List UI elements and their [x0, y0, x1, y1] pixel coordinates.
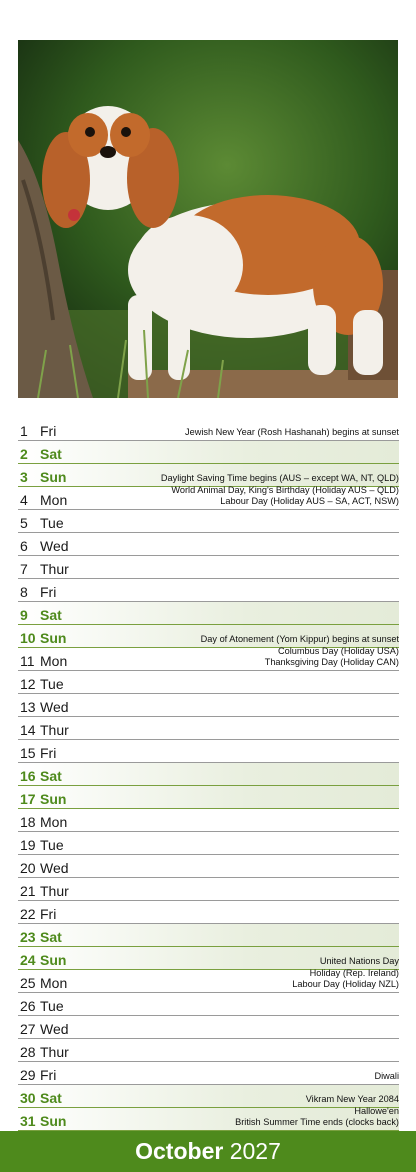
day-row: [18, 901, 399, 924]
day-row: [18, 832, 399, 855]
day-name: Sun: [40, 630, 67, 646]
day-row: [18, 763, 399, 786]
day-number: 30: [20, 1090, 36, 1106]
day-row: [18, 579, 399, 602]
day-name: Wed: [40, 860, 69, 876]
day-number: 13: [20, 699, 36, 715]
event-text: Diwali: [374, 1071, 399, 1081]
day-row: [18, 671, 399, 694]
event-text: Labour Day (Holiday AUS – SA, ACT, NSW): [220, 496, 399, 506]
day-name: Sat: [40, 768, 62, 784]
event-text: United Nations Day: [319, 956, 399, 966]
day-events: [235, 1106, 399, 1128]
day-name: Tue: [40, 515, 64, 531]
day-name: Wed: [40, 538, 69, 554]
day-number: 16: [20, 768, 36, 784]
event-text: Labour Day (Holiday NZL): [292, 979, 399, 989]
day-number: 7: [20, 561, 28, 577]
day-name: Mon: [40, 814, 68, 830]
day-events: [292, 968, 399, 990]
day-name: Thur: [40, 883, 69, 899]
event-text: Jewish New Year (Rosh Hashanah) begins at sunset: [185, 427, 399, 437]
day-number: 9: [20, 607, 28, 623]
day-number: 4: [20, 492, 28, 508]
day-events: [171, 485, 399, 507]
event-text: Vikram New Year 2084: [305, 1094, 399, 1104]
day-name: Sat: [40, 1090, 62, 1106]
year-label: 2027: [229, 1138, 281, 1164]
event-text: Daylight Saving Time begins (AUS – except WA, NT, QLD): [160, 473, 399, 483]
day-events: [161, 473, 399, 484]
day-name: Sun: [40, 1113, 67, 1129]
day-number: 22: [20, 906, 36, 922]
day-number: 29: [20, 1067, 36, 1083]
day-row: [18, 418, 399, 441]
day-name: Fri: [40, 1067, 57, 1083]
day-row: [18, 1062, 399, 1085]
day-name: Sat: [40, 446, 62, 462]
day-number: 27: [20, 1021, 36, 1037]
day-number: 24: [20, 952, 36, 968]
day-name: Fri: [40, 906, 57, 922]
day-row: [18, 786, 399, 809]
cavalier-king-charles-spaniel-photo-icon: [18, 40, 398, 398]
event-text: Columbus Day (Holiday USA): [277, 646, 399, 656]
day-number: 28: [20, 1044, 36, 1060]
calendar-days-list: [18, 418, 399, 1131]
day-name: Mon: [40, 492, 68, 508]
event-text: World Animal Day, King's Birthday (Holiday AUS – QLD): [171, 485, 399, 495]
day-row: [18, 533, 399, 556]
day-name: Sat: [40, 607, 62, 623]
day-name: Tue: [40, 676, 64, 692]
day-row: [18, 1016, 399, 1039]
day-number: 15: [20, 745, 36, 761]
day-row: [18, 1085, 399, 1108]
day-row: [18, 1039, 399, 1062]
day-row: [18, 1108, 399, 1131]
event-text: Thanksgiving Day (Holiday CAN): [264, 657, 399, 667]
day-number: 14: [20, 722, 36, 738]
day-name: Fri: [40, 584, 57, 600]
day-number: 8: [20, 584, 28, 600]
day-name: Thur: [40, 1044, 69, 1060]
day-number: 11: [20, 653, 35, 669]
day-row: [18, 625, 399, 648]
day-number: 12: [20, 676, 36, 692]
event-text: Holiday (Rep. Ireland): [309, 968, 399, 978]
day-row: [18, 947, 399, 970]
day-number: 6: [20, 538, 28, 554]
day-row: [18, 970, 399, 993]
day-row: [18, 487, 399, 510]
month-footer: [0, 1131, 416, 1172]
day-name: Tue: [40, 837, 64, 853]
day-number: 2: [20, 446, 28, 462]
day-number: 1: [20, 423, 28, 439]
event-text: British Summer Time ends (clocks back): [235, 1117, 399, 1127]
day-row: [18, 648, 399, 671]
day-row: [18, 878, 399, 901]
day-number: 5: [20, 515, 28, 531]
day-name: Mon: [40, 653, 68, 669]
event-text: Day of Atonement (Yom Kippur) begins at sunset: [200, 634, 399, 644]
day-row: [18, 924, 399, 947]
day-events: [265, 646, 399, 668]
day-row: [18, 993, 399, 1016]
day-events: [306, 1094, 399, 1105]
day-row: [18, 464, 399, 487]
day-row: [18, 855, 399, 878]
day-number: 25: [20, 975, 36, 991]
day-name: Fri: [40, 423, 57, 439]
day-number: 21: [20, 883, 36, 899]
day-name: Sun: [40, 952, 67, 968]
day-number: 10: [20, 630, 36, 646]
day-row: [18, 717, 399, 740]
month-label: October: [135, 1138, 224, 1164]
day-row: [18, 694, 399, 717]
day-number: 18: [20, 814, 36, 830]
day-row: [18, 556, 399, 579]
day-number: 19: [20, 837, 36, 853]
day-events: [320, 956, 399, 967]
day-number: 26: [20, 998, 36, 1014]
day-events: [374, 1071, 399, 1082]
day-name: Wed: [40, 1021, 69, 1037]
day-row: [18, 602, 399, 625]
day-number: 31: [20, 1113, 36, 1129]
day-name: Wed: [40, 699, 69, 715]
day-number: 20: [20, 860, 36, 876]
event-text: Hallowe'en: [354, 1106, 399, 1116]
day-number: 23: [20, 929, 36, 945]
day-row: [18, 441, 399, 464]
day-name: Fri: [40, 745, 57, 761]
day-name: Sun: [40, 469, 67, 485]
day-row: [18, 510, 399, 533]
day-name: Thur: [40, 561, 69, 577]
day-name: Sun: [40, 791, 67, 807]
day-number: 17: [20, 791, 36, 807]
day-events: [185, 427, 399, 438]
day-name: Thur: [40, 722, 69, 738]
day-name: Tue: [40, 998, 64, 1014]
day-number: 3: [20, 469, 28, 485]
day-name: Sat: [40, 929, 62, 945]
day-events: [201, 634, 399, 645]
day-row: [18, 740, 399, 763]
day-name: Mon: [40, 975, 68, 991]
dog-photo: [18, 40, 398, 398]
day-row: [18, 809, 399, 832]
